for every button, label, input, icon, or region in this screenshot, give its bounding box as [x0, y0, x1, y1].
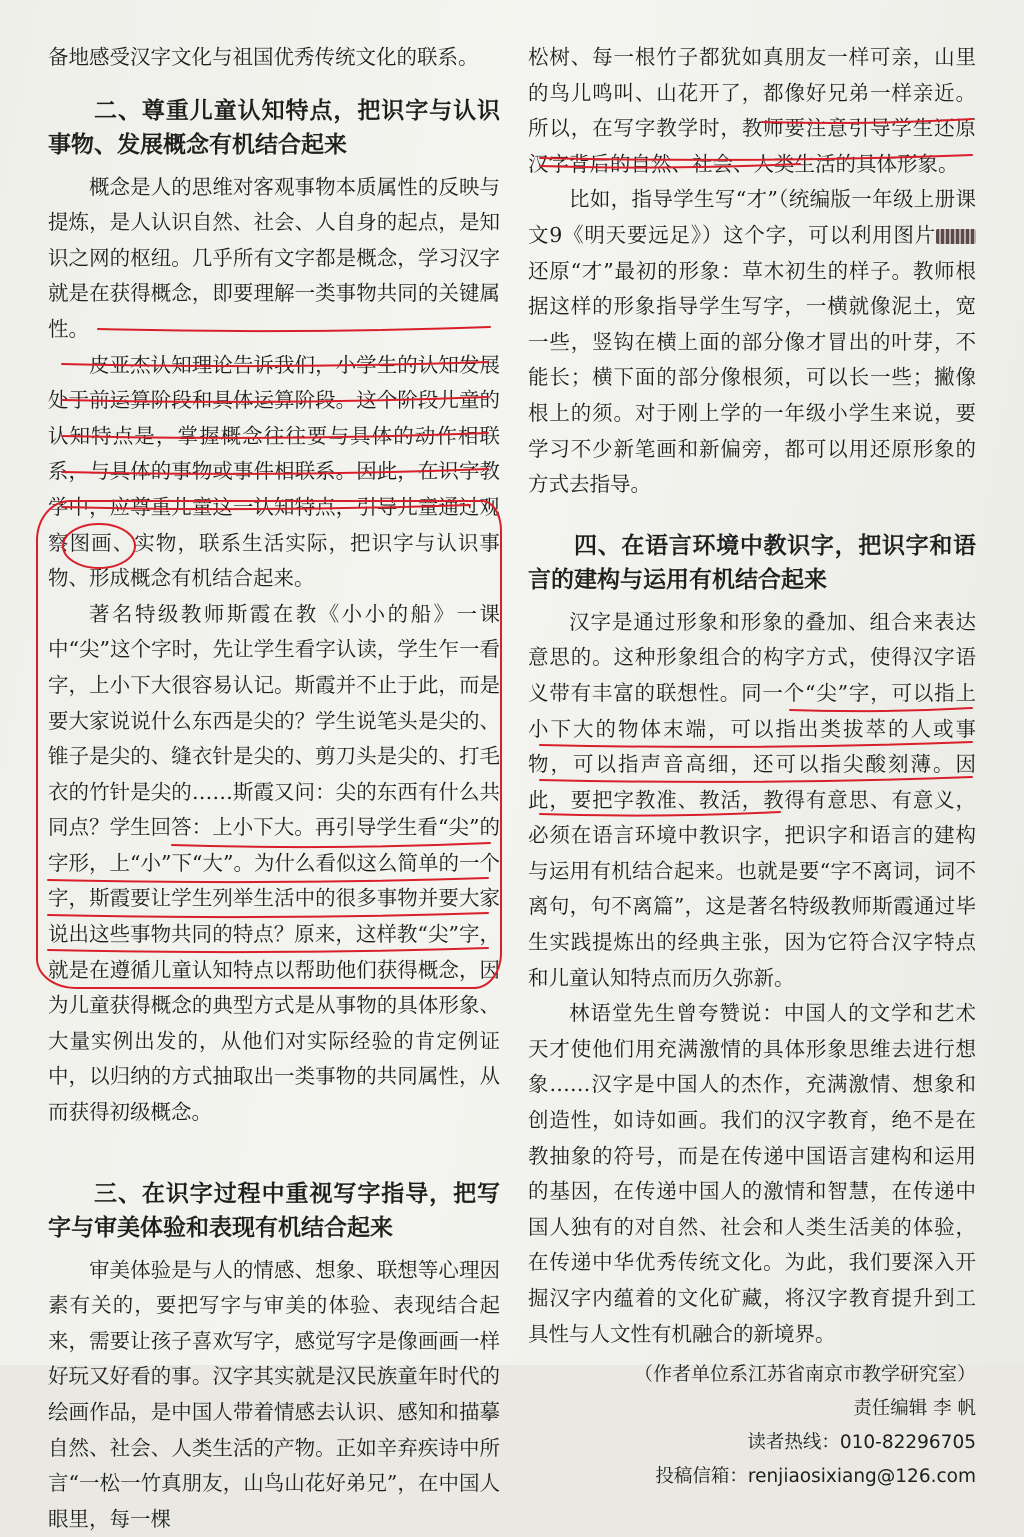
hotline-number: 010-82296705	[839, 1432, 976, 1454]
left-column	[48, 40, 500, 1537]
email-address: renjiaosixiang@126.com	[747, 1466, 976, 1488]
cai-text-end: 还原“才”最初的形象：草木初生的样子。教师根据这样的形象指导学生写字，一横就像泥土，宽一些，竖钩在横上面的部分像才冒出的叶芽，不能长；横下面的部分像根须，可以长一些；撇像根上的须。对于刚上学的一年级小学生来说，要学习不少新笔画和新偏旁，都可以用还原形象的方式去指导。	[528, 258, 976, 497]
section-2-heading: 二、尊重儿童认知特点，把识字与认识事物、发展概念有机结合起来	[48, 97, 500, 158]
cai-text-start: 比如，指导学生写“才”（统编版一年级上册课文9《明天要远足》）这个字，可以利用图片	[528, 187, 976, 247]
section-3-heading: 三、在识字过程中重视写字指导，把写字与审美体验和表现有机结合起来	[48, 1180, 500, 1241]
right-column	[528, 40, 976, 1494]
email-label: 投稿信箱：	[655, 1466, 748, 1488]
section-4-heading: 四、在语言环境中教识字，把识字和语言的建构与运用有机结合起来	[528, 532, 976, 593]
inline-picture-icon	[936, 229, 976, 244]
responsible-editor: 责任编辑 李 帆	[853, 1398, 976, 1420]
section-3-paragraph-1: 审美体验是与人的情感、想象、联想等心理因素有关的，要把写字与审美的体验、表现结合起来，需要让孩子喜欢写字，感觉写字是像画画一样好玩又好看的事。汉字其实就是汉民族童年时代的绘画作品，是中国人带着情感去认识、感知和描摹自然、社会、人类生活的产物。正如辛弃疾诗中所言“一松一竹真朋友，山鸟山花好弟兄”，在中国人眼里，每一棵	[48, 1257, 500, 1531]
cai-example-paragraph	[528, 182, 976, 502]
author-affiliation: （作者单位系江苏省南京市教学研究室）	[633, 1363, 976, 1386]
section-2-paragraph-3: 著名特级教师斯霞在教《小小的船》一课中“尖”这个字时，先让学生看字认读，学生乍一看字，上小下大很容易认记。斯霞并不止于此，而是要大家说说什么东西是尖的？学生说笔头是尖的、锥子是尖的、缝衣针是尖的、剪刀头是尖的、打毛衣的竹针是尖的……斯霞又问：尖的东西有什么共同点？学生回答：上小下大。再引导学生看“尖”的字形，上“小”下“大”。为什么看似这么简单的一个字，斯霞要让学生列举生活中的很多事物并要大家说出这些事物共同的特点？原来，这样教“尖”字，就是在遵循儿童认知特点以帮助他们获得概念，因为儿童获得概念的典型方式是从事物的具体形象、大量实例出发的，从他们对实际经验的肯定例证中，以归纳的方式抽取出一类事物的共同属性，从而获得初级概念。	[48, 601, 500, 1125]
reader-hotline	[528, 1426, 976, 1460]
submission-email	[528, 1460, 976, 1494]
hotline-label: 读者热线：	[747, 1432, 840, 1454]
section-4-paragraph-2: 林语堂先生曾夸赞说：中国人的文学和艺术天才使他们用充满激情的具体形象思维去进行想象……汉字是中国人的杰作，充满激情、想象和创造性，如诗如画。我们的汉字教育，绝不是在教抽象的符号，而是在传递中国语言建构和运用的基因，在传递中国人的激情和智慧，在传递中国人独有的对自然、社会和人类生活美的体验，在传递中华优秀传统文化。为此，我们要深入开掘汉字内蕴着的文化矿藏，将汉字教育提升到工具性与人文性有机融合的新境界。	[528, 1001, 976, 1346]
section-4-paragraph-1: 汉字是通过形象和形象的叠加、组合来表达意思的。这种形象组合的构字方式，使得汉字语义带有丰富的联想性。同一个“尖”字，可以指上小下大的物体末端，可以指出类拔萃的人或事物，可以指声音高细，还可以指尖酸刻薄。因此，要把字教准、教活，教得有意思、有意义，必须在语言环境中教识字，把识字和语言的建构与运用有机结合起来。也就是要“字不离词，词不离句，句不离篇”，这是著名特级教师斯霞通过毕生实践提炼出的经典主张，因为它符合汉字特点和儿童认知特点而历久弥新。	[528, 609, 976, 990]
intro-tail-paragraph: 备地感受汉字文化与祖国优秀传统文化的联系。	[48, 45, 479, 69]
section-2-paragraph-2: 皮亚杰认知理论告诉我们，小学生的认知发展处于前运算阶段和具体运算阶段。这个阶段儿童的认知特点是，掌握概念往往要与具体的动作相联系，与具体的事物或事件相联系。因此，在识字教学中，应尊重儿童这一认知特点，引导儿童通过观察图画、实物，联系生活实际，把识字与认识事物、形成概念有机结合起来。	[48, 352, 500, 591]
continued-paragraph: 松树、每一根竹子都犹如真朋友一样可亲，山里的鸟儿鸣叫、山花开了，都像好兄弟一样亲近。所以，在写字教学时，教师要注意引导学生还原汉字背后的自然、社会、人类生活的具体形象。	[528, 45, 976, 176]
section-2-paragraph-1: 概念是人的思维对客观事物本质属性的反映与提炼，是人认识自然、社会、人自身的起点，是知识之网的枢纽。几乎所有文字都是概念，学习汉字就是在获得概念，即要理解一类事物共同的关键属性。	[48, 174, 500, 341]
